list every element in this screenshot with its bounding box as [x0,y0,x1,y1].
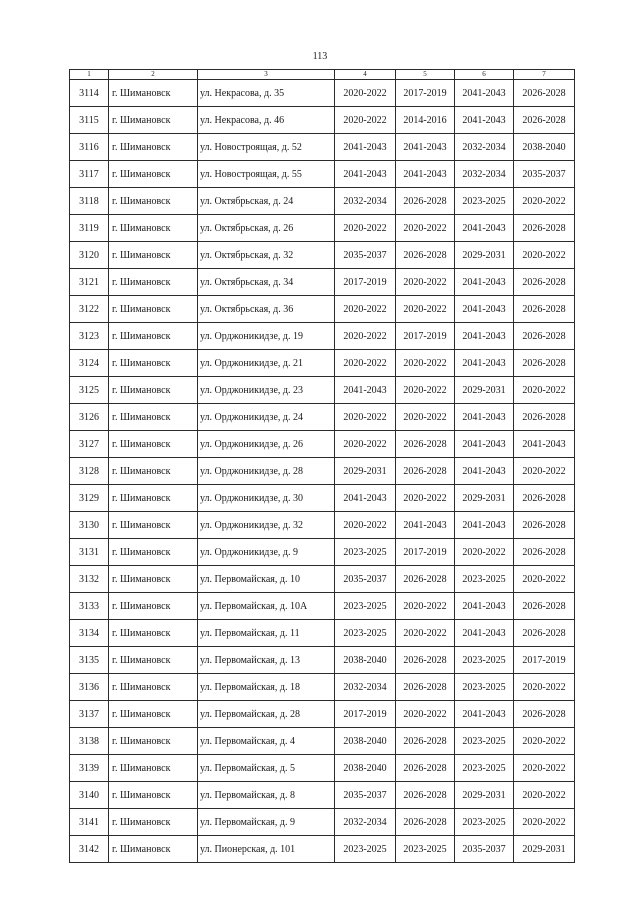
period-cell: 2041-2043 [455,431,514,458]
period-cell: 2017-2019 [335,269,396,296]
table-row [70,809,575,836]
address-cell: ул. Первомайская, д. 28 [198,701,335,728]
column-number: 7 [514,70,575,80]
row-number-cell: 3114 [70,80,109,107]
period-cell: 2041-2043 [335,485,396,512]
city-cell: г. Шимановск [109,377,198,404]
address-cell: ул. Орджоникидзе, д. 32 [198,512,335,539]
table-row [70,674,575,701]
period-cell: 2020-2022 [335,350,396,377]
period-cell: 2041-2043 [396,134,455,161]
city-cell: г. Шимановск [109,647,198,674]
table-row [70,620,575,647]
period-cell: 2020-2022 [396,593,455,620]
row-number-cell: 3125 [70,377,109,404]
period-cell: 2020-2022 [514,674,575,701]
column-number: 5 [396,70,455,80]
address-cell: ул. Октябрьская, д. 34 [198,269,335,296]
period-cell: 2020-2022 [396,485,455,512]
column-number: 1 [70,70,109,80]
register-table [69,69,575,863]
period-cell: 2041-2043 [514,431,575,458]
period-cell: 2020-2022 [335,215,396,242]
period-cell: 2026-2028 [396,809,455,836]
address-cell: ул. Некрасова, д. 35 [198,80,335,107]
period-cell: 2026-2028 [396,728,455,755]
address-cell: ул. Первомайская, д. 13 [198,647,335,674]
period-cell: 2023-2025 [455,728,514,755]
address-cell: ул. Новостроящая, д. 55 [198,161,335,188]
row-number-cell: 3141 [70,809,109,836]
period-cell: 2041-2043 [455,701,514,728]
table-row [70,377,575,404]
city-cell: г. Шимановск [109,539,198,566]
address-cell: ул. Первомайская, д. 10А [198,593,335,620]
period-cell: 2029-2031 [335,458,396,485]
period-cell: 2023-2025 [455,647,514,674]
period-cell: 2020-2022 [335,512,396,539]
period-cell: 2026-2028 [514,701,575,728]
period-cell: 2020-2022 [335,431,396,458]
table-row [70,350,575,377]
period-cell: 2029-2031 [455,782,514,809]
period-cell: 2038-2040 [514,134,575,161]
city-cell: г. Шимановск [109,242,198,269]
row-number-cell: 3127 [70,431,109,458]
address-cell: ул. Первомайская, д. 8 [198,782,335,809]
period-cell: 2020-2022 [396,377,455,404]
period-cell: 2041-2043 [455,620,514,647]
table-row [70,323,575,350]
period-cell: 2023-2025 [335,539,396,566]
column-number-row [70,70,575,80]
period-cell: 2041-2043 [455,593,514,620]
period-cell: 2026-2028 [514,269,575,296]
city-cell: г. Шимановск [109,215,198,242]
period-cell: 2041-2043 [335,377,396,404]
row-number-cell: 3132 [70,566,109,593]
table-row [70,431,575,458]
period-cell: 2026-2028 [396,755,455,782]
table-row [70,242,575,269]
period-cell: 2026-2028 [514,80,575,107]
period-cell: 2023-2025 [455,674,514,701]
period-cell: 2020-2022 [514,755,575,782]
table-row [70,134,575,161]
table-row [70,107,575,134]
table-row [70,269,575,296]
table-row [70,728,575,755]
period-cell: 2026-2028 [514,485,575,512]
period-cell: 2020-2022 [514,377,575,404]
page-number: 113 [312,51,328,62]
city-cell: г. Шимановск [109,161,198,188]
table-row [70,647,575,674]
period-cell: 2035-2037 [514,161,575,188]
period-cell: 2020-2022 [335,296,396,323]
period-cell: 2041-2043 [455,269,514,296]
period-cell: 2041-2043 [396,161,455,188]
table-row [70,188,575,215]
period-cell: 2017-2019 [396,323,455,350]
row-number-cell: 3121 [70,269,109,296]
city-cell: г. Шимановск [109,485,198,512]
table-row [70,755,575,782]
period-cell: 2029-2031 [455,377,514,404]
period-cell: 2041-2043 [455,215,514,242]
period-cell: 2020-2022 [335,107,396,134]
row-number-cell: 3134 [70,620,109,647]
city-cell: г. Шимановск [109,269,198,296]
row-number-cell: 3138 [70,728,109,755]
period-cell: 2026-2028 [396,458,455,485]
period-cell: 2026-2028 [514,404,575,431]
period-cell: 2035-2037 [455,836,514,863]
period-cell: 2032-2034 [335,809,396,836]
period-cell: 2026-2028 [396,782,455,809]
period-cell: 2020-2022 [335,323,396,350]
period-cell: 2026-2028 [514,593,575,620]
row-number-cell: 3128 [70,458,109,485]
period-cell: 2017-2019 [335,701,396,728]
city-cell: г. Шимановск [109,458,198,485]
period-cell: 2020-2022 [514,242,575,269]
period-cell: 2017-2019 [514,647,575,674]
period-cell: 2023-2025 [396,836,455,863]
period-cell: 2020-2022 [514,782,575,809]
address-cell: ул. Первомайская, д. 18 [198,674,335,701]
city-cell: г. Шимановск [109,593,198,620]
row-number-cell: 3117 [70,161,109,188]
city-cell: г. Шимановск [109,566,198,593]
period-cell: 2014-2016 [396,107,455,134]
period-cell: 2023-2025 [335,593,396,620]
period-cell: 2026-2028 [396,431,455,458]
period-cell: 2041-2043 [335,134,396,161]
row-number-cell: 3136 [70,674,109,701]
address-cell: ул. Первомайская, д. 5 [198,755,335,782]
address-cell: ул. Орджоникидзе, д. 23 [198,377,335,404]
period-cell: 2041-2043 [455,512,514,539]
period-cell: 2026-2028 [514,539,575,566]
period-cell: 2029-2031 [455,485,514,512]
period-cell: 2032-2034 [455,134,514,161]
city-cell: г. Шимановск [109,350,198,377]
period-cell: 2020-2022 [396,404,455,431]
period-cell: 2026-2028 [514,350,575,377]
city-cell: г. Шимановск [109,404,198,431]
period-cell: 2032-2034 [455,161,514,188]
address-cell: ул. Орджоникидзе, д. 26 [198,431,335,458]
table-row [70,701,575,728]
column-number: 2 [109,70,198,80]
address-cell: ул. Орджоникидзе, д. 30 [198,485,335,512]
row-number-cell: 3122 [70,296,109,323]
period-cell: 2032-2034 [335,674,396,701]
period-cell: 2020-2022 [335,404,396,431]
table-row [70,296,575,323]
row-number-cell: 3123 [70,323,109,350]
city-cell: г. Шимановск [109,188,198,215]
period-cell: 2020-2022 [396,620,455,647]
city-cell: г. Шимановск [109,323,198,350]
table-row [70,593,575,620]
row-number-cell: 3133 [70,593,109,620]
address-cell: ул. Первомайская, д. 10 [198,566,335,593]
period-cell: 2041-2043 [335,161,396,188]
period-cell: 2023-2025 [335,620,396,647]
period-cell: 2041-2043 [455,80,514,107]
period-cell: 2041-2043 [455,296,514,323]
period-cell: 2020-2022 [396,269,455,296]
period-cell: 2029-2031 [514,836,575,863]
row-number-cell: 3124 [70,350,109,377]
address-cell: ул. Октябрьская, д. 36 [198,296,335,323]
period-cell: 2026-2028 [396,566,455,593]
period-cell: 2017-2019 [396,80,455,107]
row-number-cell: 3137 [70,701,109,728]
city-cell: г. Шимановск [109,80,198,107]
period-cell: 2020-2022 [396,215,455,242]
address-cell: ул. Орджоникидзе, д. 24 [198,404,335,431]
row-number-cell: 3135 [70,647,109,674]
column-number: 6 [455,70,514,80]
period-cell: 2041-2043 [455,350,514,377]
period-cell: 2020-2022 [396,701,455,728]
period-cell: 2026-2028 [514,620,575,647]
table-row [70,485,575,512]
row-number-cell: 3129 [70,485,109,512]
row-number-cell: 3142 [70,836,109,863]
row-number-cell: 3116 [70,134,109,161]
city-cell: г. Шимановск [109,512,198,539]
table-row [70,836,575,863]
row-number-cell: 3131 [70,539,109,566]
period-cell: 2026-2028 [514,323,575,350]
period-cell: 2020-2022 [514,809,575,836]
table-row [70,80,575,107]
period-cell: 2020-2022 [455,539,514,566]
period-cell: 2017-2019 [396,539,455,566]
city-cell: г. Шимановск [109,107,198,134]
city-cell: г. Шимановск [109,782,198,809]
period-cell: 2041-2043 [455,323,514,350]
address-cell: ул. Октябрьская, д. 24 [198,188,335,215]
city-cell: г. Шимановск [109,728,198,755]
city-cell: г. Шимановск [109,755,198,782]
period-cell: 2023-2025 [335,836,396,863]
column-number: 4 [335,70,396,80]
period-cell: 2041-2043 [455,107,514,134]
period-cell: 2026-2028 [396,188,455,215]
period-cell: 2026-2028 [514,215,575,242]
row-number-cell: 3140 [70,782,109,809]
period-cell: 2023-2025 [455,566,514,593]
address-cell: ул. Новостроящая, д. 52 [198,134,335,161]
column-number: 3 [198,70,335,80]
row-number-cell: 3119 [70,215,109,242]
table-row [70,782,575,809]
period-cell: 2020-2022 [396,296,455,323]
period-cell: 2038-2040 [335,647,396,674]
period-cell: 2023-2025 [455,188,514,215]
period-cell: 2035-2037 [335,782,396,809]
table-row [70,404,575,431]
row-number-cell: 3130 [70,512,109,539]
address-cell: ул. Некрасова, д. 46 [198,107,335,134]
period-cell: 2038-2040 [335,728,396,755]
address-cell: ул. Орджоникидзе, д. 21 [198,350,335,377]
table-row [70,458,575,485]
city-cell: г. Шимановск [109,296,198,323]
row-number-cell: 3118 [70,188,109,215]
address-cell: ул. Первомайская, д. 11 [198,620,335,647]
address-cell: ул. Первомайская, д. 4 [198,728,335,755]
address-cell: ул. Орджоникидзе, д. 9 [198,539,335,566]
table-row [70,566,575,593]
period-cell: 2020-2022 [396,350,455,377]
city-cell: г. Шимановск [109,809,198,836]
city-cell: г. Шимановск [109,431,198,458]
row-number-cell: 3115 [70,107,109,134]
address-cell: ул. Первомайская, д. 9 [198,809,335,836]
table-row [70,512,575,539]
table-body [70,70,575,863]
city-cell: г. Шимановск [109,674,198,701]
period-cell: 2023-2025 [455,755,514,782]
address-cell: ул. Орджоникидзе, д. 28 [198,458,335,485]
period-cell: 2026-2028 [514,512,575,539]
period-cell: 2041-2043 [455,458,514,485]
city-cell: г. Шимановск [109,134,198,161]
address-cell: ул. Пионерская, д. 101 [198,836,335,863]
row-number-cell: 3126 [70,404,109,431]
period-cell: 2020-2022 [514,728,575,755]
period-cell: 2020-2022 [514,188,575,215]
period-cell: 2035-2037 [335,566,396,593]
row-number-cell: 3139 [70,755,109,782]
period-cell: 2020-2022 [514,566,575,593]
period-cell: 2026-2028 [514,296,575,323]
address-cell: ул. Орджоникидзе, д. 19 [198,323,335,350]
period-cell: 2020-2022 [335,80,396,107]
period-cell: 2023-2025 [455,809,514,836]
city-cell: г. Шимановск [109,836,198,863]
period-cell: 2038-2040 [335,755,396,782]
period-cell: 2020-2022 [514,458,575,485]
period-cell: 2035-2037 [335,242,396,269]
table-row [70,161,575,188]
row-number-cell: 3120 [70,242,109,269]
address-cell: ул. Октябрьская, д. 26 [198,215,335,242]
period-cell: 2026-2028 [514,107,575,134]
period-cell: 2026-2028 [396,647,455,674]
city-cell: г. Шимановск [109,620,198,647]
period-cell: 2026-2028 [396,242,455,269]
period-cell: 2026-2028 [396,674,455,701]
table-row [70,539,575,566]
period-cell: 2041-2043 [396,512,455,539]
period-cell: 2029-2031 [455,242,514,269]
period-cell: 2041-2043 [455,404,514,431]
table-row [70,215,575,242]
address-cell: ул. Октябрьская, д. 32 [198,242,335,269]
period-cell: 2032-2034 [335,188,396,215]
city-cell: г. Шимановск [109,701,198,728]
